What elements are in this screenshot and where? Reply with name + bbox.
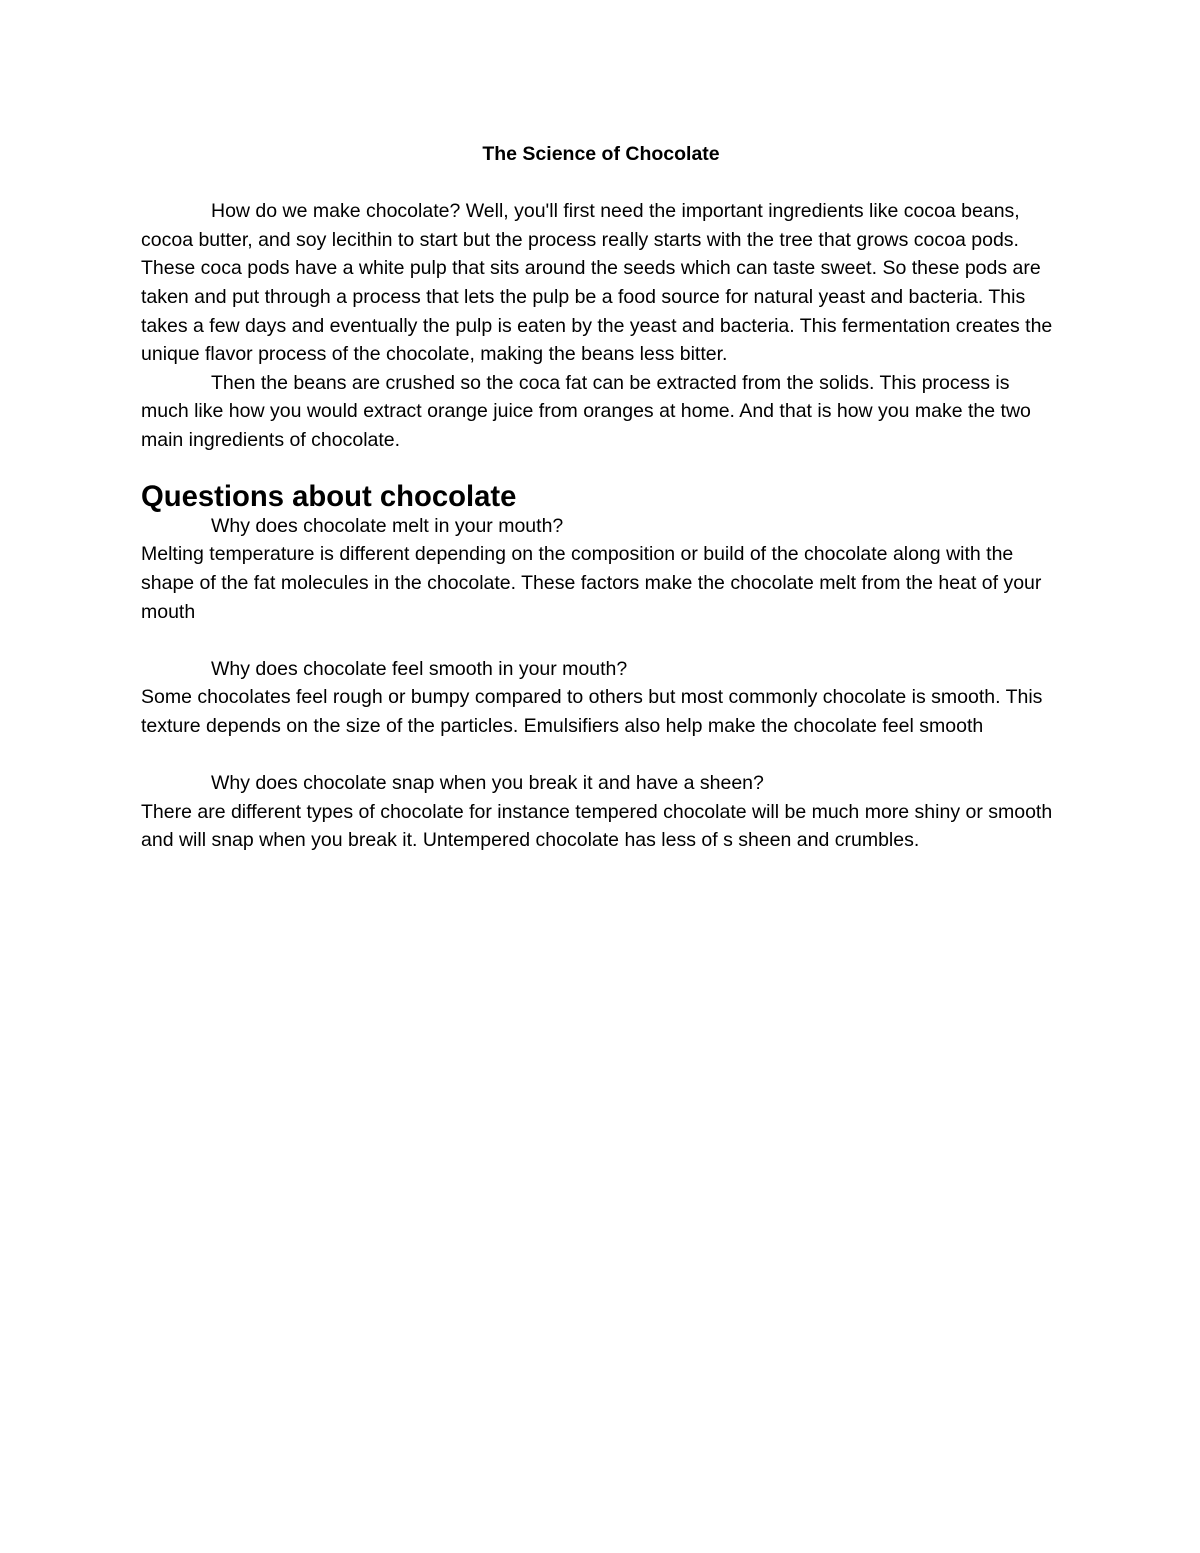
document-title: The Science of Chocolate [482, 143, 720, 165]
blank-line [141, 169, 1061, 198]
blank-line [141, 455, 1061, 484]
question-1: Why does chocolate melt in your mouth? [211, 514, 564, 537]
intro-paragraph-2: Then the beans are crushed so the coca fat can be extracted from the solids. This process is much like how you would extract orange juice from oranges at home. And that is how you make the two main ingredients of chocolate. [141, 371, 1031, 451]
blank-line [141, 626, 1061, 655]
answer-1: Melting temperature is different depending on the composition or build of the chocolate along with the shape of the fat molecules in the chocolate. These factors make the chocolate melt from the heat of your mouth [141, 543, 1042, 623]
blank-line [141, 740, 1061, 769]
intro-paragraph-1: How do we make chocolate? Well, you'll first need the important ingredients like cocoa beans, cocoa butter, and soy lecithin to start but the process really starts with the tree that grows cocoa pods. These coca pods have a white pulp that sits around the seeds which can taste sweet. So these pods are taken and put through a process that lets the pulp be a food source for natural yeast and bacteria. This takes a few days and eventually the pulp is eaten by the yeast and bacteria. This fermentation creates the unique flavor process of the chocolate, making the beans less bitter. [141, 200, 1053, 366]
answer-2: Some chocolates feel rough or bumpy compared to others but most commonly chocolate is smooth. This texture depends on the size of the particles. Emulsifiers also help make the chocolate feel smooth [141, 686, 1043, 737]
answer-3: There are different types of chocolate for instance tempered chocolate will be much more shiny or smooth and will snap when you break it. Untempered chocolate has less of s sheen and crumbles. [141, 800, 1053, 852]
document-body [141, 140, 1061, 855]
questions-heading: Questions about chocolate [141, 481, 517, 514]
question-2: Why does chocolate feel smooth in your mouth? [211, 657, 628, 680]
question-3: Why does chocolate snap when you break it and have a sheen? [211, 772, 764, 795]
